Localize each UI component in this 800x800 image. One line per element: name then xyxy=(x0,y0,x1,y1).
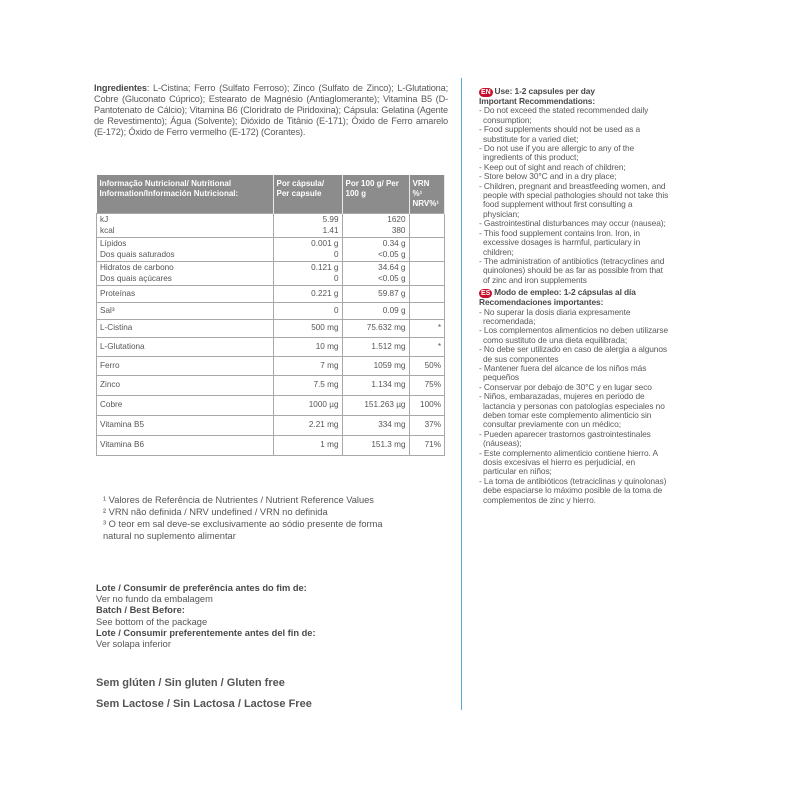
gluten-free-claim: Sem glúten / Sin gluten / Gluten free xyxy=(96,677,285,689)
recommendations-column xyxy=(479,87,669,505)
batch-value-pt: Ver no fundo da embalagem xyxy=(96,594,213,605)
header-nrv: VRN %¹ NRV%¹ xyxy=(409,175,445,214)
es-recommendation-item: - Niños, embarazadas, mujeres en periodo de lactancia y personas con patologías especiales no deben tomar este complemento alimenticio sin consultar previamente con un médico; xyxy=(479,391,665,430)
per-100g-value: 0.34 g <0.05 g xyxy=(342,238,409,262)
es-recommendation-item: - No superar la dosis diaria expresamente recomendada; xyxy=(479,306,631,326)
nutrient-name: Lípidos Dos quais saturados xyxy=(97,238,274,262)
header-nutrition-info: Informação Nutricional/ Nutritional Information/Información Nutricional: xyxy=(97,175,274,214)
batch-info xyxy=(96,583,456,650)
per-capsule-value: 7.5 mg xyxy=(273,376,342,396)
ingredients-block xyxy=(94,83,448,138)
per-capsule-value: 1000 µg xyxy=(273,396,342,416)
en-flag-badge: EN xyxy=(481,89,491,96)
nrv-value xyxy=(409,303,445,320)
footnote: ¹ Valores de Referência de Nutrientes / Nutrient Reference Values xyxy=(103,495,374,505)
batch-value-es: Ver solapa inferior xyxy=(96,639,171,650)
nutrition-row xyxy=(97,214,445,238)
per-capsule-value: 500 mg xyxy=(273,320,342,338)
ingredients-text xyxy=(94,83,448,138)
per-100g-value: 1.512 mg xyxy=(342,338,409,357)
en-recommendation-item: - The administration of antibiotics (tetracyclines and quinolones) should be as far as possible from that of zinc and iron supplements xyxy=(479,255,665,285)
en-recommendation-item: - Keep out of sight and reach of children; xyxy=(479,161,626,172)
nutrition-row xyxy=(97,436,445,456)
en-recommendation-item: - This food supplement contains Iron. Iron, in excessive dosages is harmful, particulary in children; xyxy=(479,227,641,257)
nrv-value: * xyxy=(409,320,445,338)
nutrient-name: kJ kcal xyxy=(97,214,274,238)
lactose-free-claim: Sem Lactose / Sin Lactosa / Lactose Free xyxy=(96,698,312,710)
batch-heading-es: Lote / Consumir preferentemente antes del fin de: xyxy=(96,627,316,638)
es-recommendation-list xyxy=(479,308,669,506)
footnote: ³ O teor em sal deve-se exclusivamente ao sódio presente de forma xyxy=(103,519,383,529)
nrv-value xyxy=(409,238,445,262)
per-100g-value: 1059 mg xyxy=(342,357,409,376)
nutrition-table-header xyxy=(97,175,445,214)
nrv-value xyxy=(409,262,445,286)
per-capsule-value: 5.99 1.41 xyxy=(273,214,342,238)
nrv-value: 37% xyxy=(409,416,445,436)
per-capsule-value: 0.121 g 0 xyxy=(273,262,342,286)
nutrition-row xyxy=(97,238,445,262)
per-capsule-value: 0.221 g xyxy=(273,286,342,303)
header-per-capsule: Por cápsula/ Per capsule xyxy=(273,175,342,214)
column-divider xyxy=(461,78,462,710)
en-recommendation-list xyxy=(479,106,669,285)
nutrition-row xyxy=(97,338,445,357)
es-recommendation-item: - La toma de antibióticos (tetraciclinas y quinolonas) debe espaciarse lo máximo posible de la toma de complementos de zinc y hierro. xyxy=(479,475,667,505)
nutrient-name: Ferro xyxy=(97,357,274,376)
es-use: Modo de empleo: 1-2 cápsulas al día xyxy=(494,287,636,298)
header-per-100g: Por 100 g/ Per 100 g xyxy=(342,175,409,214)
ingredients-list: : L-Cistina; Ferro (Sulfato Ferroso); Zinco (Sulfato de Zinco); L-Glutationa; Cobre (Gluconato Cúprico); Estearato de Magnésio (Antiaglomerante); Vitamina B5 (D-Pantotenato de Cálcio); Vitamina B6 (Cloridrato de Piridoxina); Cápsula: Gelatina (Agente de Revestimento); Água (Solvente); Dióxido de Titânio (E-171); Óxido de Ferro amarelo (E-172); Óxido de Ferro vermelho (E-172) (Corantes). xyxy=(94,83,448,138)
en-recommendation-item: - Store below 30°C and in a dry place; xyxy=(479,171,617,182)
nutrition-row xyxy=(97,357,445,376)
en-recommendation-item: - Children, pregnant and breastfeeding women, and people with special pathologies should not take this food supplement without first consulting a physician; xyxy=(479,180,669,219)
footnote: natural no suplemento alimentar xyxy=(103,531,236,541)
per-capsule-value: 0 xyxy=(273,303,342,320)
per-capsule-value: 7 mg xyxy=(273,357,342,376)
nutrition-row xyxy=(97,262,445,286)
nutrient-name: Zinco xyxy=(97,376,274,396)
nrv-value xyxy=(409,286,445,303)
nutrition-row xyxy=(97,416,445,436)
nutrition-table-body xyxy=(97,214,445,456)
nrv-value: * xyxy=(409,338,445,357)
ingredients-label: Ingredientes xyxy=(94,83,147,93)
footnotes xyxy=(103,494,448,542)
en-recommendation-item: - Do not exceed the stated recommended daily consumption; xyxy=(479,105,649,125)
es-recommendation-item: - No debe ser utilizado en caso de alergia a algunos de sus componentes xyxy=(479,344,668,364)
per-100g-value: 0.09 g xyxy=(342,303,409,320)
nrv-value: 100% xyxy=(409,396,445,416)
es-recommendation-item: - Pueden aparecer trastornos gastrointestinales (náuseas); xyxy=(479,428,651,449)
es-recommendation-item: - Conservar por debajo de 30°C y en lugar seco xyxy=(479,381,652,392)
en-recommendation-item: - Gastrointestinal disturbances may occur (nausea); xyxy=(479,218,666,229)
nutrient-name: Sal³ xyxy=(97,303,274,320)
es-recommendation-item: - Los complementos alimenticios no deben utilizarse como sustituto de una dieta equilibrada; xyxy=(479,325,669,345)
per-capsule-value: 0.001 g 0 xyxy=(273,238,342,262)
nutrient-name: L-Glutationa xyxy=(97,338,274,357)
batch-value-en: See bottom of the package xyxy=(96,616,208,627)
en-use: Use: 1-2 capsules per day xyxy=(494,86,595,96)
per-100g-value: 1.134 mg xyxy=(342,376,409,396)
nutrient-name: L-Cistina xyxy=(97,320,274,338)
nutrition-row xyxy=(97,376,445,396)
es-recommendation-item: - Mantener fuera del alcance de los niños más pequeños xyxy=(479,362,647,383)
nrv-value: 50% xyxy=(409,357,445,376)
es-flag-badge: ES xyxy=(481,290,491,298)
per-100g-value: 151.3 mg xyxy=(342,436,409,456)
nutrient-name: Proteínas xyxy=(97,286,274,303)
es-heading: Recomendaciones importantes: xyxy=(479,297,604,308)
en-heading: Important Recommendations: xyxy=(479,96,596,106)
batch-heading-pt: Lote / Consumir de preferência antes do fim de: xyxy=(96,583,307,593)
en-recommendation-item: - Food supplements should not be used as a substitute for a varied diet; xyxy=(479,124,641,144)
per-capsule-value: 10 mg xyxy=(273,338,342,357)
nrv-value: 71% xyxy=(409,436,445,456)
es-recommendation-item: - Este complemento alimenticio contiene hierro. A dosis excesivas el hierro es perjudicial, en particular en niños; xyxy=(479,447,658,477)
nutrient-name: Cobre xyxy=(97,396,274,416)
footnote: ² VRN não definida / NRV undefined / VRN no definida xyxy=(103,507,328,517)
en-recommendation-item: - Do not use if you are allergic to any of the ingredients of this product; xyxy=(479,143,635,163)
nrv-value xyxy=(409,214,445,238)
nutrition-row xyxy=(97,396,445,416)
nutrition-row xyxy=(97,320,445,338)
per-100g-value: 59.87 g xyxy=(342,286,409,303)
nrv-value: 75% xyxy=(409,376,445,396)
per-capsule-value: 1 mg xyxy=(273,436,342,456)
per-100g-value: 334 mg xyxy=(342,416,409,436)
per-100g-value: 75.632 mg xyxy=(342,320,409,338)
per-100g-value: 34.64 g <0.05 g xyxy=(342,262,409,286)
nutrition-row xyxy=(97,286,445,303)
nutrition-table xyxy=(96,175,445,456)
per-100g-value: 151.263 µg xyxy=(342,396,409,416)
batch-heading-en: Batch / Best Before: xyxy=(96,605,185,616)
nutrition-row xyxy=(97,303,445,320)
per-capsule-value: 2.21 mg xyxy=(273,416,342,436)
nutrient-name: Hidratos de carbono Dos quais açúcares xyxy=(97,262,274,286)
nutrient-name: Vitamina B5 xyxy=(97,416,274,436)
es-section xyxy=(479,288,669,505)
en-section xyxy=(479,87,669,285)
per-100g-value: 1620 380 xyxy=(342,214,409,238)
nutrient-name: Vitamina B6 xyxy=(97,436,274,456)
